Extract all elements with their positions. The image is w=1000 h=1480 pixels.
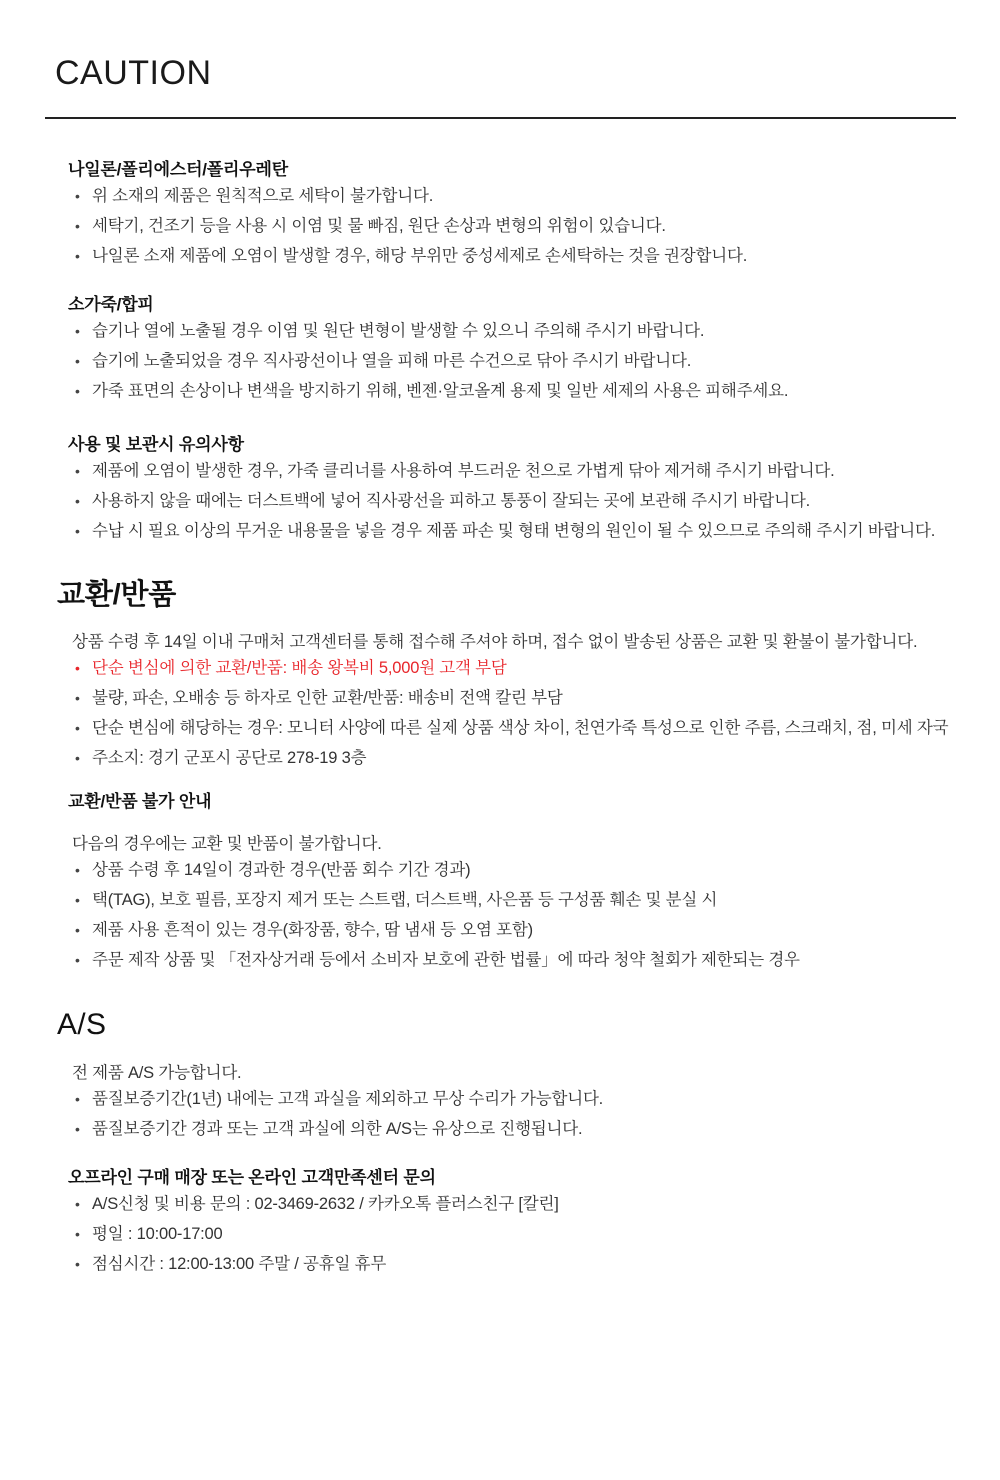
bullet-icon xyxy=(75,1114,80,1144)
bullet-icon xyxy=(75,855,80,885)
page-title: CAUTION xyxy=(55,54,212,92)
list-item xyxy=(75,1249,980,1279)
list-item xyxy=(75,211,980,241)
bullet-icon xyxy=(75,683,80,713)
list-item-text: 택(TAG), 보호 필름, 포장지 제거 또는 스트랩, 더스트백, 사은품 등 구성품 훼손 및 분실 시 xyxy=(92,891,718,909)
list-item-text: 수납 시 필요 이상의 무거운 내용물을 넣을 경우 제품 파손 및 형태 변형의 원인이 될 수 있으므로 주의해 주시기 바랍니다. xyxy=(92,522,936,540)
list-item-text: 사용하지 않을 때에는 더스트백에 넣어 직사광선을 피하고 통풍이 잘되는 곳에 보관해 주시기 바랍니다. xyxy=(92,492,811,510)
contact-heading: 오프라인 구매 매장 또는 온라인 고객만족센터 문의 xyxy=(68,1168,436,1187)
bullet-icon xyxy=(75,1084,80,1114)
bullet-icon xyxy=(75,316,80,346)
list-item xyxy=(75,683,980,713)
list-item-text: 가죽 표면의 손상이나 변색을 방지하기 위해, 벤젠·알코올계 용제 및 일반 세제의 사용은 피해주세요. xyxy=(92,382,789,400)
bullet-icon xyxy=(75,516,80,546)
list-item-text: 상품 수령 후 14일이 경과한 경우(반품 회수 기간 경과) xyxy=(92,861,471,879)
as-intro: 전 제품 A/S 가능합니다. xyxy=(72,1064,242,1082)
bullet-icon xyxy=(75,713,80,743)
no-return-heading: 교환/반품 불가 안내 xyxy=(68,792,212,811)
bullet-icon xyxy=(75,885,80,915)
list-item xyxy=(75,516,980,546)
list-item-text: 습기나 열에 노출될 경우 이염 및 원단 변형이 발생할 수 있으니 주의해 주시기 바랍니다. xyxy=(92,322,705,340)
list-item-text: 제품 사용 흔적이 있는 경우(화장품, 향수, 땀 냄새 등 오염 포함) xyxy=(92,921,533,939)
exchange-highlight-bullet xyxy=(75,653,980,683)
list-item-text: 품질보증기간(1년) 내에는 고객 과실을 제외하고 무상 수리가 가능합니다. xyxy=(92,1090,604,1108)
list-item xyxy=(75,915,980,945)
list-item xyxy=(75,316,980,346)
bullet-icon xyxy=(75,653,80,683)
list-item xyxy=(75,855,980,885)
bullet-icon xyxy=(75,915,80,945)
bullet-icon xyxy=(75,1189,80,1219)
care-section-heading-nylon: 나일론/폴리에스터/폴리우레탄 xyxy=(68,160,288,179)
bullet-icon xyxy=(75,346,80,376)
care-section-heading-leather: 소가죽/합피 xyxy=(68,295,154,314)
list-item xyxy=(75,945,980,975)
contact-bullet-list xyxy=(45,1189,980,1279)
list-item xyxy=(75,456,980,486)
no-return-bullet-list xyxy=(45,855,980,975)
care-section-heading-storage: 사용 및 보관시 유의사항 xyxy=(68,435,244,454)
list-item-text: 위 소재의 제품은 원칙적으로 세탁이 불가합니다. xyxy=(92,187,434,205)
list-item-text: 주소지: 경기 군포시 공단로 278-19 3층 xyxy=(92,749,367,767)
care-bullet-list-storage xyxy=(45,456,980,546)
list-item xyxy=(75,1219,980,1249)
list-item-text: 품질보증기간 경과 또는 고객 과실에 의한 A/S는 유상으로 진행됩니다. xyxy=(92,1120,583,1138)
bullet-icon xyxy=(75,945,80,975)
list-item-text: 불량, 파손, 오배송 등 하자로 인한 교환/반품: 배송비 전액 칼린 부담 xyxy=(92,689,563,707)
list-item xyxy=(75,1189,980,1219)
list-item-text: A/S신청 및 비용 문의 : 02-3469-2632 / 카카오톡 플러스친구 [칼린] xyxy=(92,1195,559,1213)
exchange-title: 교환/반품 xyxy=(57,579,177,611)
list-item xyxy=(75,376,980,406)
list-item xyxy=(75,346,980,376)
as-title: A/S xyxy=(57,1008,107,1041)
list-item-text: 제품에 오염이 발생한 경우, 가죽 클리너를 사용하여 부드러운 천으로 가볍게 닦아 제거해 주시기 바랍니다. xyxy=(92,462,835,480)
exchange-intro: 상품 수령 후 14일 이내 구매처 고객센터를 통해 접수해 주셔야 하며, 접수 없이 발송된 상품은 교환 및 환불이 불가합니다. xyxy=(72,633,918,651)
list-item-text: 세탁기, 건조기 등을 사용 시 이염 및 물 빠짐, 원단 손상과 변형의 위험이 있습니다. xyxy=(92,217,666,235)
bullet-icon xyxy=(75,743,80,773)
list-item xyxy=(75,743,980,773)
care-bullet-list-nylon xyxy=(45,181,980,271)
bullet-icon xyxy=(75,211,80,241)
list-item-text: 나일론 소재 제품에 오염이 발생할 경우, 해당 부위만 중성세제로 손세탁하는 것을 권장합니다. xyxy=(92,247,748,265)
list-item-text: 점심시간 : 12:00-13:00 주말 / 공휴일 휴무 xyxy=(92,1255,387,1273)
care-bullet-list-leather xyxy=(45,316,980,406)
divider xyxy=(45,117,956,119)
list-item-text: 단순 변심에 해당하는 경우: 모니터 사양에 따른 실제 상품 색상 차이, 천연가죽 특성으로 인한 주름, 스크래치, 점, 미세 자국 xyxy=(92,719,949,737)
bullet-icon xyxy=(75,181,80,211)
list-item xyxy=(75,885,980,915)
list-item xyxy=(75,713,980,743)
list-item-text: 평일 : 10:00-17:00 xyxy=(92,1225,223,1243)
list-item xyxy=(75,241,980,271)
bullet-icon xyxy=(75,376,80,406)
bullet-icon xyxy=(75,486,80,516)
bullet-icon xyxy=(75,456,80,486)
exchange-bullet-list xyxy=(45,653,980,773)
list-item-text: 주문 제작 상품 및 「전자상거래 등에서 소비자 보호에 관한 법률」에 따라 청약 철회가 제한되는 경우 xyxy=(92,951,800,969)
bullet-icon xyxy=(75,1219,80,1249)
list-item-text: 단순 변심에 의한 교환/반품: 배송 왕복비 5,000원 고객 부담 xyxy=(92,659,507,677)
list-item xyxy=(75,486,980,516)
bullet-icon xyxy=(75,1249,80,1279)
list-item-text: 습기에 노출되었을 경우 직사광선이나 열을 피해 마른 수건으로 닦아 주시기 바랍니다. xyxy=(92,352,692,370)
as-bullet-list xyxy=(45,1084,980,1144)
list-item xyxy=(75,181,980,211)
list-item xyxy=(75,1114,980,1144)
bullet-icon xyxy=(75,241,80,271)
no-return-intro: 다음의 경우에는 교환 및 반품이 불가합니다. xyxy=(72,835,382,853)
list-item xyxy=(75,1084,980,1114)
